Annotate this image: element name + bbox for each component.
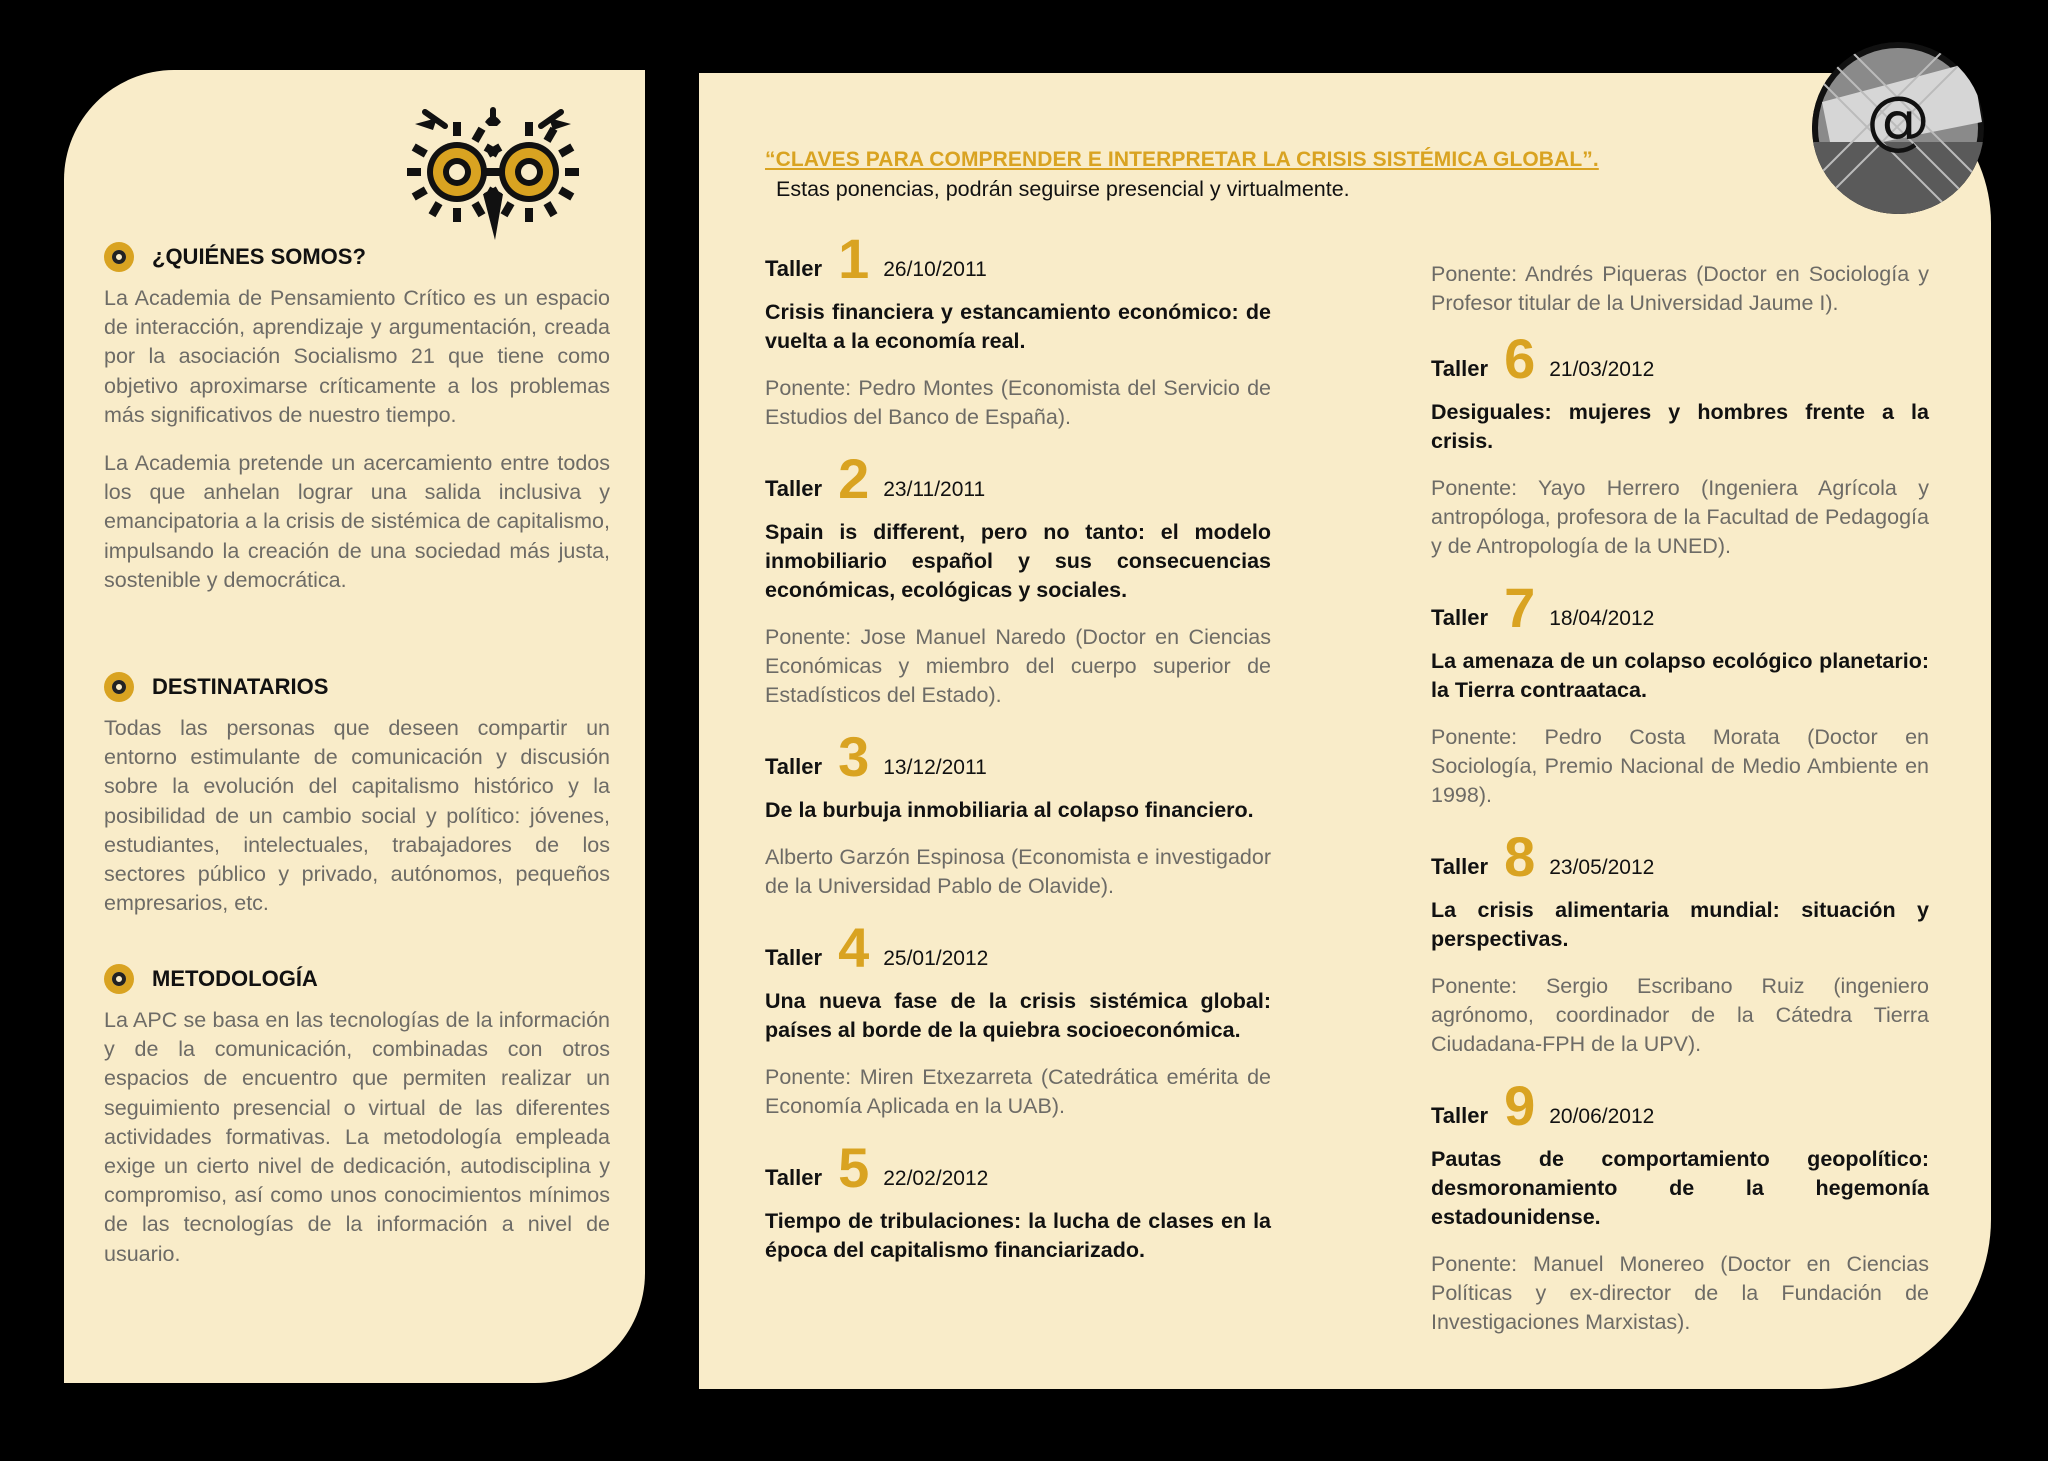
- taller-number: 9: [1504, 1074, 1536, 1137]
- taller-number: 8: [1504, 825, 1536, 888]
- taller-ponente: Ponente: Yayo Herrero (Ingeniera Agrícola y antropóloga, profesora de la Facultad de Pedagogía y de Antropología de la UNED).: [1431, 476, 1929, 558]
- taller-date: 21/03/2012: [1549, 358, 1655, 381]
- taller-item: [765, 916, 1271, 1121]
- taller-number: 5: [838, 1136, 870, 1199]
- at-sign-photo: [1812, 42, 1984, 214]
- paragraph: La Academia de Pensamiento Crítico es un espacio de interacción, aprendizaje y argumentación, creada por la asociación Socialismo 21 que tiene como objetivo aproximarse críticamente a los problemas más significativos de nuestro tiempo.: [104, 286, 610, 427]
- taller-title: Crisis financiera y estancamiento económico: de vuelta a la economía real.: [765, 300, 1271, 353]
- taller-ponente: Ponente: Pedro Costa Morata (Doctor en Sociología, Premio Nacional de Medio Ambiente en 1998).: [1431, 725, 1929, 807]
- taller-label: Taller: [765, 754, 823, 779]
- taller-title: Tiempo de tribulaciones: la lucha de clases en la época del capitalismo financiarizado.: [765, 1209, 1271, 1262]
- taller-date: 23/11/2011: [883, 478, 986, 501]
- section-title: DESTINATARIOS: [152, 674, 329, 699]
- program-title: “CLAVES PARA COMPRENDER E INTERPRETAR LA CRISIS SISTÉMICA GLOBAL”.: [765, 148, 1599, 171]
- ring-bullet-icon: [104, 672, 134, 702]
- taller-label: Taller: [1431, 356, 1489, 381]
- taller-date: 23/05/2012: [1549, 856, 1655, 879]
- taller-ponente: Ponente: Andrés Piqueras (Doctor en Sociología y Profesor titular de la Universidad Jaume I).: [1431, 262, 1929, 315]
- taller-label: Taller: [765, 476, 823, 501]
- taller-ponente: Ponente: Pedro Montes (Economista del Servicio de Estudios del Banco de España).: [765, 376, 1271, 429]
- taller-title: Spain is different, pero no tanto: el modelo inmobiliario español y sus consecuencias económicas, ecológicas y sociales.: [765, 520, 1271, 602]
- taller-item: [1431, 1074, 1929, 1337]
- taller-title: La crisis alimentaria mundial: situación y perspectivas.: [1431, 898, 1929, 951]
- taller-number: 1: [838, 227, 870, 290]
- taller-label: Taller: [1431, 605, 1489, 630]
- section-metodologia: [104, 962, 610, 1269]
- owl-icon: [405, 104, 581, 244]
- program-subtitle: Estas ponencias, podrán seguirse presencial y virtualmente.: [776, 177, 1350, 201]
- taller-date: 22/02/2012: [883, 1167, 989, 1190]
- section-title: METODOLOGÍA: [152, 966, 318, 991]
- taller-number: 2: [838, 447, 870, 510]
- taller-label: Taller: [1431, 854, 1489, 879]
- section-title: ¿QUIÉNES SOMOS?: [152, 244, 366, 269]
- taller-title: Desiguales: mujeres y hombres frente a la crisis.: [1431, 400, 1929, 453]
- taller-ponente: Ponente: Miren Etxezarreta (Catedrática emérita de Economía Aplicada en la UAB).: [765, 1065, 1271, 1118]
- ring-bullet-icon: [104, 242, 134, 272]
- taller-label: Taller: [765, 945, 823, 970]
- taller-ponente: Alberto Garzón Espinosa (Economista e investigador de la Universidad Pablo de Olavide).: [765, 845, 1271, 898]
- taller-date: 25/01/2012: [883, 947, 989, 970]
- talleres-column-left: [765, 227, 1271, 1265]
- taller-ponente: Ponente: Manuel Monereo (Doctor en Ciencias Políticas y ex-director de la Fundación de Investigaciones Marxistas).: [1431, 1252, 1929, 1334]
- taller-date: 13/12/2011: [883, 756, 987, 779]
- taller-label: Taller: [1431, 1103, 1489, 1128]
- taller-title: La amenaza de un colapso ecológico planetario: la Tierra contraataca.: [1431, 649, 1929, 702]
- taller-number: 4: [838, 916, 870, 979]
- taller-date: 18/04/2012: [1549, 607, 1655, 630]
- taller-item: [765, 227, 1271, 432]
- taller-ponente: Ponente: Sergio Escribano Ruiz (ingeniero agrónomo, coordinador de la Cátedra Tierra Ciudadana-FPH de la UPV).: [1431, 974, 1929, 1056]
- taller-title: De la burbuja inmobiliaria al colapso financiero.: [765, 798, 1254, 822]
- taller-item: [1431, 576, 1929, 810]
- taller-number: 3: [838, 725, 870, 788]
- section-destinatarios: [104, 670, 610, 918]
- section-quienes-somos: [104, 240, 610, 595]
- talleres-column-right: [1431, 260, 1929, 1337]
- taller-date: 20/06/2012: [1549, 1105, 1655, 1128]
- taller-item: [765, 725, 1271, 901]
- paragraph: La Academia pretende un acercamiento entre todos los que anhelan lograr una salida inclusiva y emancipatoria a la crisis de sistémica de capitalismo, impulsando la creación de una sociedad más justa, sostenible y democrática.: [104, 451, 610, 592]
- ring-bullet-icon: [104, 964, 134, 994]
- svg-text:@: @: [1866, 84, 1930, 158]
- taller-title: Pautas de comportamiento geopolítico: desmoronamiento de la hegemonía estadounidense.: [1431, 1147, 1929, 1229]
- taller-item: [765, 447, 1271, 710]
- taller-label: Taller: [765, 256, 823, 281]
- taller-item: [1431, 327, 1929, 561]
- taller-label: Taller: [765, 1165, 823, 1190]
- taller-date: 26/10/2011: [883, 258, 987, 281]
- paragraph: Todas las personas que deseen compartir un entorno estimulante de comunicación y discusión sobre la evolución del capitalismo histórico y la posibilidad de un cambio social y político: jóvenes, estudiantes, intelectuales, trabajadores de los sectores público y privado, autónomos, pequeños empresarios, etc.: [104, 716, 610, 916]
- taller-item: [1431, 825, 1929, 1059]
- taller-ponente: Ponente: Jose Manuel Naredo (Doctor en Ciencias Económicas y miembro del cuerpo superior de Estadísticos del Estado).: [765, 625, 1271, 707]
- taller-number: 7: [1504, 576, 1536, 639]
- taller-title: Una nueva fase de la crisis sistémica global: países al borde de la quiebra socioeconómica.: [765, 989, 1271, 1042]
- taller-number: 6: [1504, 327, 1536, 390]
- paragraph: La APC se basa en las tecnologías de la información y de la comunicación, combinadas con otros espacios de encuentro que permiten realizar un seguimiento presencial o virtual de las diferentes actividades formativas. La metodología empleada exige un cierto nivel de dedicación, autodisciplina y compromiso, así como unos conocimientos mínimos de las tecnologías de la información a nivel de usuario.: [104, 1008, 610, 1266]
- taller-item: [765, 1136, 1271, 1265]
